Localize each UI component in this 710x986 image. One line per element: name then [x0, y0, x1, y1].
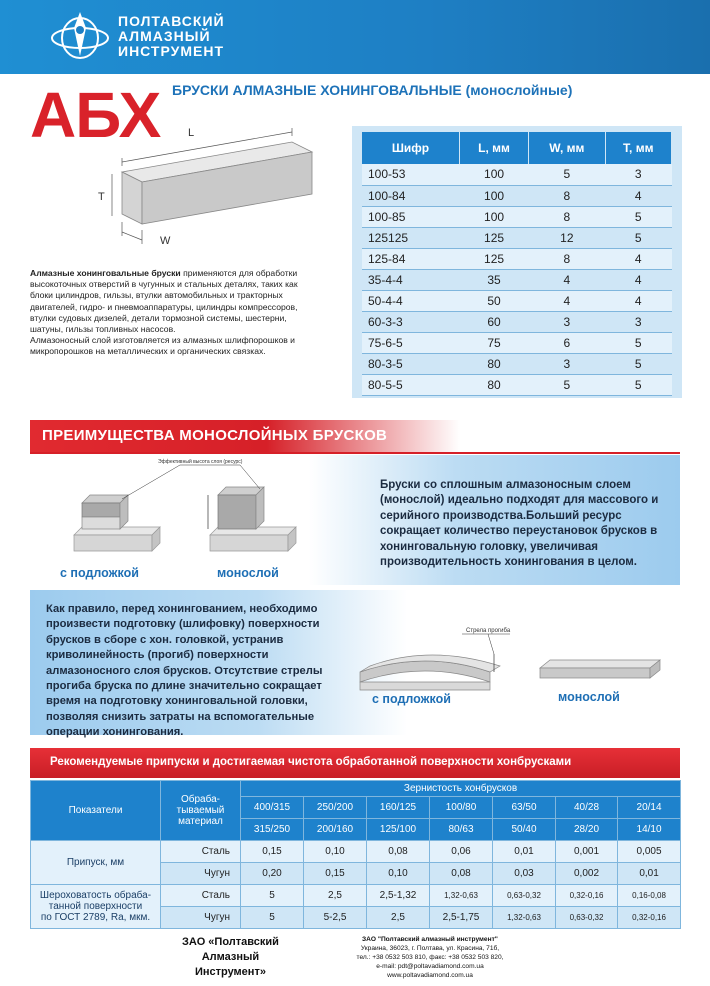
footer-company: ЗАО «Полтавский Алмазный Инструмент» [182, 936, 279, 978]
grit-table: Показатели Обраба- тываемый материал Зернистость хонбрусков 400/315 250/200 160/125 100/80 63/50 40/28 20/14 315/250 200/160 125/100 80/63 50/40 28/20 14/10 Припуск, мм Сталь 0,15 0,10 0,08 0,06 0,01 0,001 0,005 Чугун 0,20 0,15 0,10 0,08 0,03 0,002 0,01 Шероховатость обраба- танной поверхности по ГОСТ 2789, Ra, мкм. Сталь 5 2,5 2,5-1,32 1,32-0,63 0,63-0,32 0,32-0,16 0,16-0,08 Чугун 5 5-2,5 2,5 2,5-1,75 1,32-0,63 0,63-0,32 0,32-0,16 [30, 780, 681, 929]
label-with-substrate: с подложкой [60, 566, 139, 580]
footer-contacts: ЗАО "Полтавский алмазный инструмент" Украина, 36023, г. Полтава, ул. Красина, 71б, тел.: +38 0532 503 810, факс: +38 0532 503 820, e-mail: pdt@poltavadiamond.com.ua www.poltavadiamond.com.ua [330, 935, 530, 980]
table-row: Чугун 0,20 0,15 0,10 0,08 0,03 0,002 0,01 [31, 863, 681, 885]
product-description [30, 268, 320, 358]
description-lead: Алмазные хонинговальные бруски [30, 268, 181, 278]
description-layer: Алмазоносный слой изготовляется из алмазных шлифпорошков и микропорошков на металлических и органических связках. [30, 335, 295, 357]
recommendation-title: Рекомендуемые припуски и достигаемая чистота обработанной поверхности хонбрусками [50, 756, 572, 768]
col-header-code: Шифр [362, 132, 459, 164]
col-header-thickness: T, мм [605, 132, 671, 164]
label-monolayer-2: монослой [558, 690, 620, 704]
allowance-label: Припуск, мм [31, 841, 161, 885]
col-header-material: Обраба- тываемый материал [161, 781, 241, 841]
table-row: Припуск, мм Сталь 0,15 0,10 0,08 0,06 0,01 0,001 0,005 [31, 841, 681, 863]
product-code: АБХ [30, 79, 161, 151]
advantages-section-header [30, 420, 460, 452]
layer-height-note: Эффективный высота слоя (ресурс) [158, 459, 243, 465]
layer-comparison-drawing [60, 455, 360, 570]
section-divider [30, 452, 680, 454]
col-header-indicators: Показатели [31, 781, 161, 841]
roughness-label: Шероховатость обраба- танной поверхности по ГОСТ 2789, Ra, мкм. [31, 885, 161, 929]
table-row: 80-5-5 80 5 5 [362, 374, 672, 395]
dim-t-label: T [98, 191, 105, 203]
spec-table [362, 132, 672, 396]
recommendation-header [30, 748, 680, 778]
table-row: 100-85 100 8 5 [362, 206, 672, 227]
col-header-length: L, мм [459, 132, 528, 164]
table-row: 50-4-4 50 4 4 [362, 290, 672, 311]
page-title: БРУСКИ АЛМАЗНЫЕ ХОНИНГОВАЛЬНЫЕ (монослойные) [172, 82, 573, 98]
table-row: Чугун 5 5-2,5 2,5 2,5-1,75 1,32-0,63 0,63-0,32 0,32-0,16 [31, 907, 681, 929]
table-row: 60-3-3 60 3 3 [362, 311, 672, 332]
spec-table-header [362, 132, 672, 164]
label-monolayer: монослой [217, 566, 279, 580]
table-row: 35-4-4 35 4 4 [362, 269, 672, 290]
company-logo-text: ПОЛТАВСКИЙ АЛМАЗНЫЙ ИНСТРУМЕНТ [118, 13, 225, 59]
company-logo-icon [48, 8, 112, 64]
table-row: 75-6-5 75 6 5 [362, 332, 672, 353]
bar-dimension-drawing [92, 112, 322, 262]
dim-w-label: W [160, 235, 171, 247]
col-header-width: W, мм [529, 132, 605, 164]
description-body: применяются для обработки высокоточных отверстий в чугунных и стальных деталях, таких как блоки цилиндров, гильзы, втулки автомобильных и тракторных двигателей, гидро- и пневмоаппаратуры, цилиндры компрессоров, втулки судовых дизелей, детали тормозной системы, шестерни, шатуны, гильзы топливных насосов. [30, 268, 298, 335]
table-row: Шероховатость обраба- танной поверхности по ГОСТ 2789, Ra, мкм. Сталь 5 2,5 2,5-1,32 1,32-0,63 0,63-0,32 0,32-0,16 0,16-0,08 [31, 885, 681, 907]
table-row: 100-84 100 8 4 [362, 185, 672, 206]
table-row: 80-3-5 80 3 5 [362, 353, 672, 374]
dim-l-label: L [188, 127, 195, 139]
footer-website-link[interactable]: www.poltavadiamond.com.ua [387, 972, 473, 979]
advantages-title: ПРЕИМУЩЕСТВА МОНОСЛОЙНЫХ БРУСКОВ [42, 427, 388, 444]
table-row: 100-53 100 5 3 [362, 164, 672, 185]
advantage-text-1: Бруски со сплошным алмазоносным слоем (монослой) идеально подходят для массового и серийного производства.Больший ресурс сокращает количество переустановок брусков в хонинговальную головку, увеличивая производительность хонингования в целом. [380, 479, 659, 569]
col-header-grit: Зернистость хонбрусков [241, 781, 681, 797]
table-row: 125125 125 12 5 [362, 227, 672, 248]
table-row: 125-84 125 8 4 [362, 248, 672, 269]
bend-arrow-note: Стрела прогиба [466, 628, 511, 634]
brand-header [0, 0, 710, 74]
advantage-text-2: Как правило, перед хонингованием, необходимо произвести подготовку (шлифовку) поверхности брусков в сборе с хон. головкой, устранив криволинейность (прогиб) поверхности алмазоносного слоя брусков. Отсутствие стрелы прогиба бруска по длине значительно сокращает время на подготовку хонинговальной головки, позволяя снизить затраты на вспомогательные операции хонингования. [46, 603, 323, 739]
label-with-substrate-2: с подложкой [372, 692, 451, 706]
spec-table-panel [352, 126, 682, 398]
